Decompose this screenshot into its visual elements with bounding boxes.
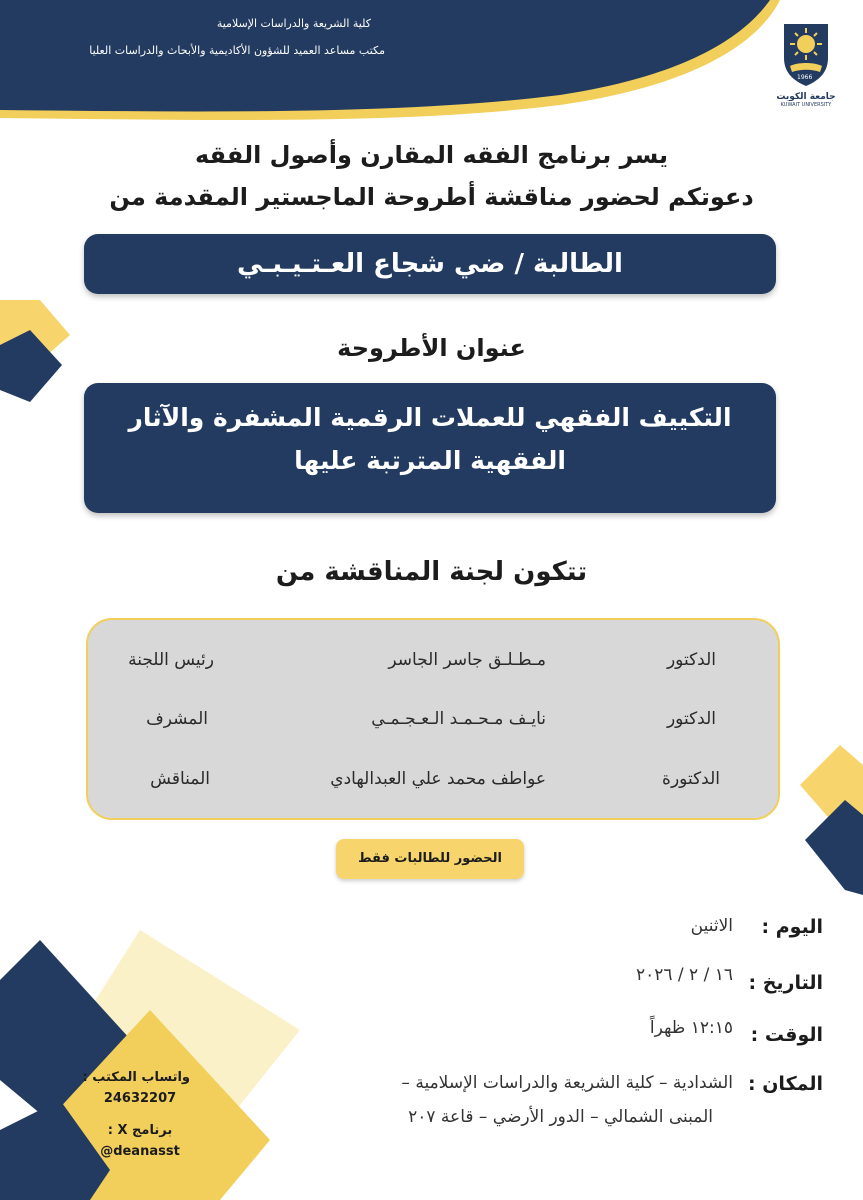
committee-role: رئيس اللجنة — [128, 650, 214, 670]
thesis-title-box — [84, 383, 776, 513]
committee-role: المناقش — [150, 769, 210, 789]
place-line-2: المبنى الشمالي – الدور الأرضي – قاعة ٢٠٧ — [408, 1107, 713, 1127]
committee-title: الدكتور — [666, 709, 716, 729]
committee-title: الدكتور — [666, 650, 716, 670]
header-banner — [0, 0, 863, 140]
intro-line-2: دعوتكم لحضور مناقشة أطروحة الماجستير المقدمة من — [109, 183, 754, 211]
student-name-box — [84, 234, 776, 294]
student-name: الطالبة / ضي شجاع العـتـيـبـي — [237, 249, 623, 279]
committee-name: مـطـلـق جاسر الجاسر — [388, 650, 546, 670]
whatsapp-number: 24632207 — [103, 1091, 177, 1106]
logo-text-arabic: جامعة الكويت — [776, 92, 836, 102]
day-label: اليوم : — [761, 916, 823, 938]
thesis-title-line-2: الفقهية المترتبة عليها — [294, 446, 566, 475]
time-value: ١٢:١٥ ظهراً — [649, 1018, 733, 1038]
committee-role: المشرف — [146, 709, 208, 729]
x-handle: @deanasst — [100, 1144, 180, 1159]
date-value: ١٦ / ٢ / ٢٠٢٦ — [635, 965, 733, 985]
committee-heading: تتكون لجنة المناقشة من — [275, 557, 588, 587]
kuwait-university-logo — [776, 18, 836, 118]
right-diamond-decoration — [790, 745, 863, 905]
intro-line-1: يسر برنامج الفقه المقارن وأصول الفقه — [194, 141, 669, 169]
attendance-note-badge: الحضور للطالبات فقط — [336, 839, 524, 879]
x-label: برنامج X : — [107, 1123, 173, 1138]
logo-year: 1966 — [797, 74, 813, 81]
date-label: التاريخ : — [748, 972, 823, 994]
committee-name: نايـف مـحـمـد الـعـجـمـي — [371, 709, 546, 729]
time-label: الوقت : — [750, 1024, 823, 1046]
place-line-1: الشدادية – كلية الشريعة والدراسات الإسلامية – — [401, 1073, 733, 1093]
day-value: الاثنين — [690, 916, 733, 936]
committee-name: عواطف محمد علي العبدالهادي — [330, 769, 546, 789]
thesis-title-line-1: التكييف الفقهي للعملات الرقمية المشفرة والآثار — [128, 403, 732, 432]
committee-title: الدكتورة — [662, 769, 720, 789]
thesis-heading: عنوان الأطروحة — [337, 334, 526, 362]
header-office-name: مكتب مساعد العميد للشؤون الأكاديمية والأبحاث والدراسات العليا — [89, 44, 385, 57]
committee-box — [86, 618, 780, 820]
logo-text-english: KUWAIT UNIVERSITY — [780, 102, 832, 108]
whatsapp-label: واتساب المكتب : — [82, 1070, 190, 1085]
header-college-name: كلية الشريعة والدراسات الإسلامية — [216, 17, 371, 30]
place-label: المكان : — [748, 1073, 823, 1095]
